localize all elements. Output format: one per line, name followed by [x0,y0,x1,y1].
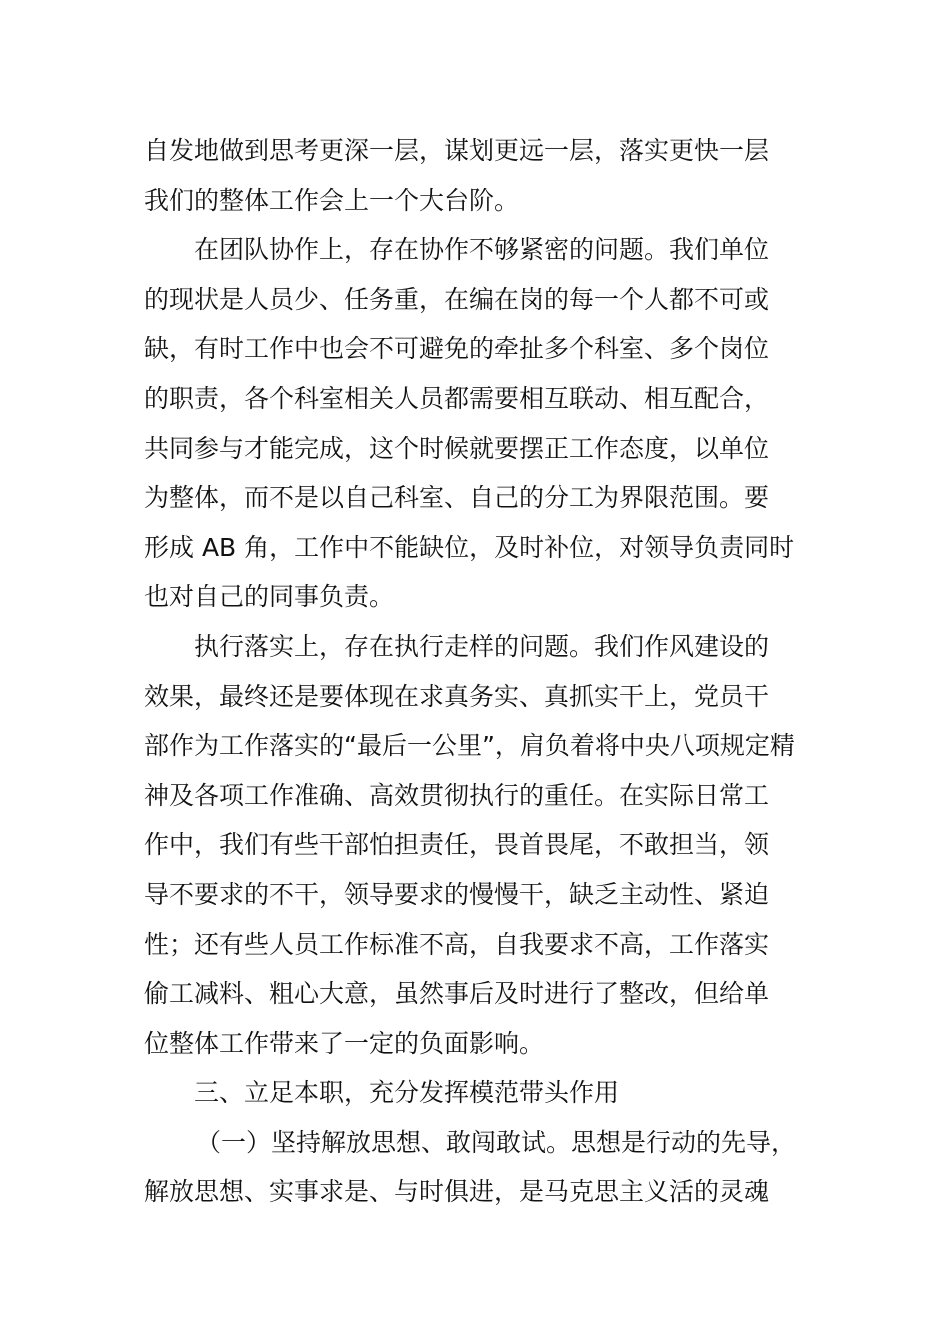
section-heading: 三、立足本职，充分发挥模范带头作用 [194,1078,620,1108]
text-line: 的职责，各个科室相关人员都需要相互联动、相互配合， [144,383,770,413]
text-line: 作中，我们有些干部怕担责任，畏首畏尾，不敢担当，领 [144,830,770,860]
text-line: 缺，有时工作中也会不可避免的牵扯多个科室、多个岗位 [144,334,770,364]
text-line: 偷工减料、粗心大意，虽然事后及时进行了整改，但给单 [144,979,770,1009]
text-line: 位整体工作带来了一定的负面影响。 [144,1028,545,1058]
text-line: 效果，最终还是要体现在求真务实、真抓实干上，党员干 [144,681,770,711]
paragraph-start-line: 在团队协作上，存在协作不够紧密的问题。我们单位 [194,235,770,265]
text-line: 部作为工作落实的“最后一公里”，肩负着将中央八项规定精 [144,731,795,761]
text-line: 为整体，而不是以自己科室、自己的分工为界限范围。要 [144,483,770,513]
text-line: 导不要求的不干，领导要求的慢慢干，缺乏主动性、紧迫 [144,879,770,909]
text-line: 也对自己的同事负责。 [144,582,395,612]
text-line: 性；还有些人员工作标准不高，自我要求不高，工作落实 [144,929,770,959]
text-line: 共同参与才能完成，这个时候就要摆正工作态度，以单位 [144,433,770,463]
text-line: 的现状是人员少、任务重，在编在岗的每一个人都不可或 [144,284,770,314]
text-line: 我们的整体工作会上一个大台阶。 [144,185,520,215]
document-body [144,126,834,1217]
paragraph-start-line: 执行落实上，存在执行走样的问题。我们作风建设的 [194,631,770,661]
subsection-heading-line: （一）坚持解放思想、敢闯敢试。思想是行动的先导， [196,1127,797,1157]
text-line: 自发地做到思考更深一层，谋划更远一层，落实更快一层 [144,136,770,165]
text-line: 神及各项工作准确、高效贯彻执行的重任。在实际日常工 [144,780,770,810]
text-line: 形成 AB 角，工作中不能缺位，及时补位，对领导负责同时 [144,532,795,562]
text-line: 解放思想、实事求是、与时俱进，是马克思主义活的灵魂 [144,1177,770,1207]
